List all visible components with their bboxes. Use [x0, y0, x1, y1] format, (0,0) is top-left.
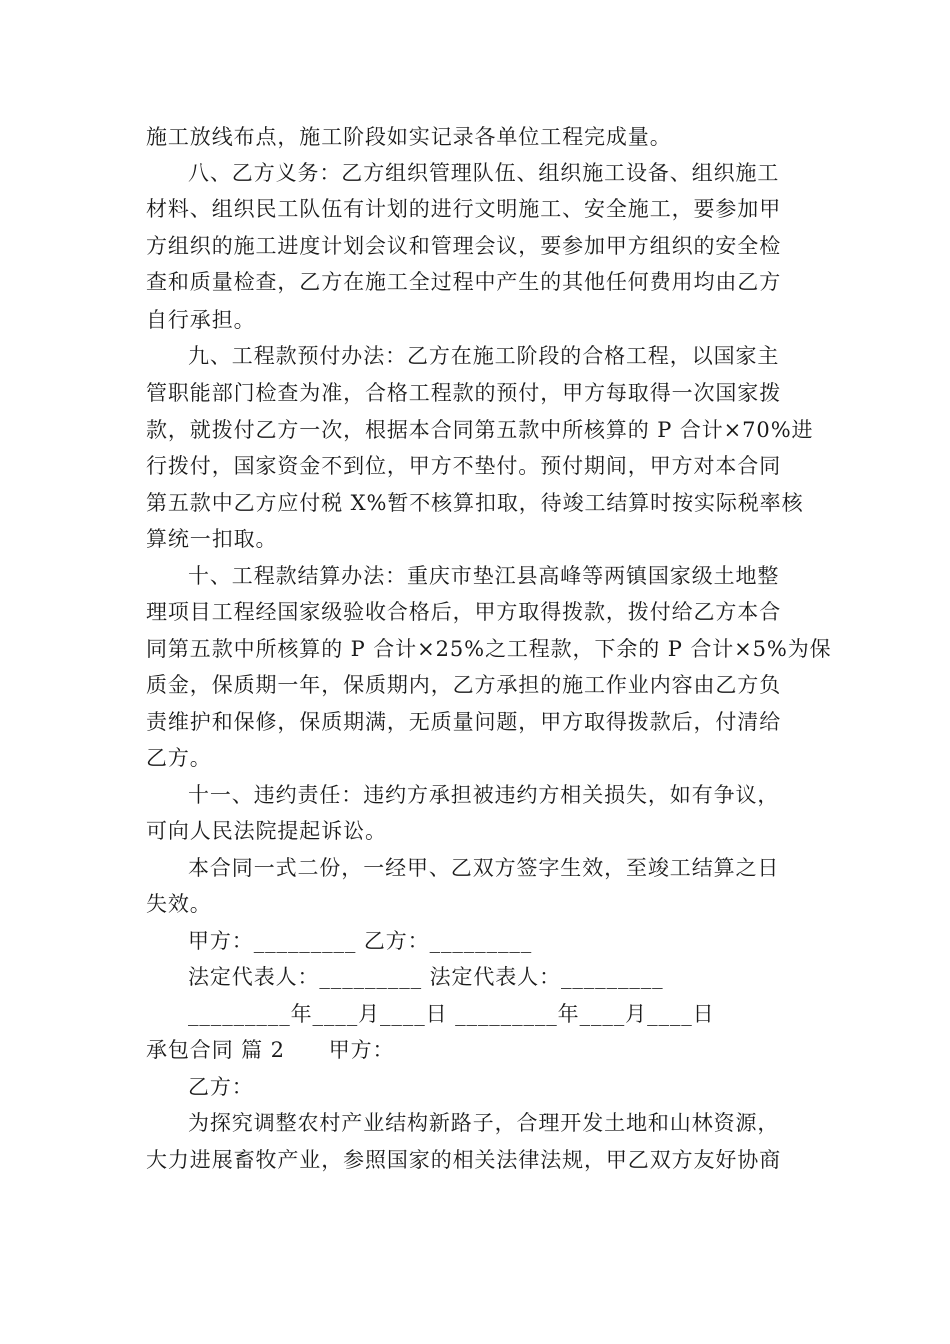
text-line: 十一、违约责任：违约方承担被违约方相关损失，如有争议， [188, 783, 780, 807]
text-line: 同第五款中所核算的 P 合计×25%之工程款，下余的 P 合计×5%为保 [146, 637, 832, 661]
text-line: 责维护和保修，保质期满，无质量问题，甲方取得拨款后，付清给 [146, 710, 782, 734]
text-line: 本合同一式二份，一经甲、乙双方签字生效，至竣工结算之日 [188, 856, 780, 880]
section-heading: 承包合同 篇 2 甲方： [146, 1038, 395, 1062]
text-line: 材料、组织民工队伍有计划的进行文明施工、安全施工，要参加甲 [146, 197, 782, 221]
text-line: 质金，保质期一年，保质期内，乙方承担的施工作业内容由乙方负 [146, 673, 782, 697]
text-line: 款，就拨付乙方一次，根据本合同第五款中所核算的 P 合计×70%进 [146, 418, 814, 442]
text-line: 第五款中乙方应付税 X%暂不核算扣取，待竣工结算时按实际税率核 [146, 491, 804, 515]
text-line: 九、工程款预付办法：乙方在施工阶段的合格工程，以国家主 [188, 344, 780, 368]
text-line: 理项目工程经国家级验收合格后，甲方取得拨款，拨付给乙方本合 [146, 600, 782, 624]
date-line: _________年____月____日 _________年____月____日 [188, 1002, 715, 1026]
text-line: 可向人民法院提起诉讼。 [146, 819, 387, 843]
text-line: 为探究调整农村产业结构新路子，合理开发土地和山林资源， [188, 1111, 780, 1135]
text-line: 算统一扣取。 [146, 527, 278, 551]
text-line: 方组织的施工进度计划会议和管理会议，要参加甲方组织的安全检 [146, 234, 782, 258]
text-line: 管职能部门检查为准，合格工程款的预付，甲方每取得一次国家拨 [146, 381, 782, 405]
text-line: 乙方： [188, 1075, 254, 1099]
text-line: 八、乙方义务：乙方组织管理队伍、组织施工设备、组织施工 [188, 161, 780, 185]
text-line: 失效。 [146, 892, 212, 916]
text-line: 施工放线布点，施工阶段如实记录各单位工程完成量。 [146, 125, 672, 149]
text-line: 乙方。 [146, 746, 212, 770]
text-line: 查和质量检查，乙方在施工全过程中产生的其他任何费用均由乙方 [146, 270, 782, 294]
text-line: 行拨付，国家资金不到位，甲方不垫付。预付期间，甲方对本合同 [146, 454, 782, 478]
signature-line: 甲方：_________ 乙方：_________ [188, 929, 533, 953]
text-line: 十、工程款结算办法：重庆市垫江县高峰等两镇国家级土地整 [188, 564, 780, 588]
text-line: 大力进展畜牧产业，参照国家的相关法律法规，甲乙双方友好协商 [146, 1148, 782, 1172]
signature-line: 法定代表人：_________ 法定代表人：_________ [188, 965, 664, 989]
text-line: 自行承担。 [146, 308, 256, 332]
